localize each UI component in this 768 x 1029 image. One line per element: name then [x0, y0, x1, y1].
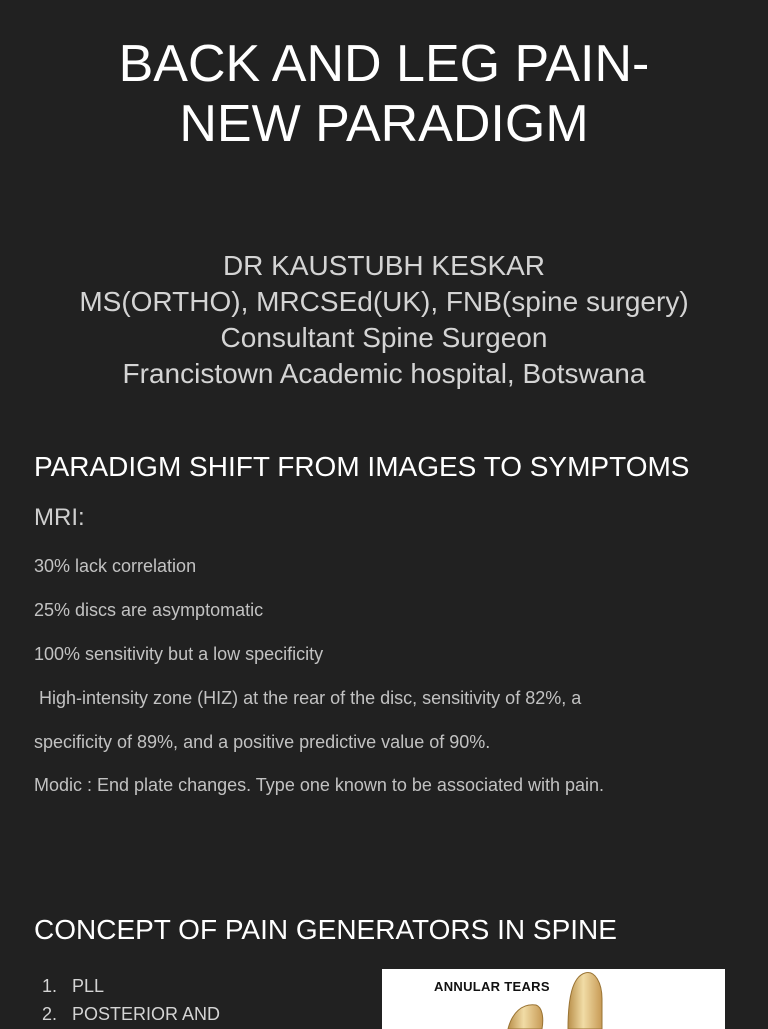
author-block: [0, 248, 768, 392]
bullet-point: 25% discs are asymptomatic: [34, 600, 264, 620]
author-qualifications: MS(ORTHO), MRCSEd(UK), FNB(spine surgery): [79, 286, 689, 317]
bullet-point: 30% lack correlation: [34, 556, 197, 576]
slide-title-line: BACK AND LEG PAIN-: [118, 35, 650, 93]
slide-title-line: NEW PARADIGM: [179, 95, 589, 153]
vertebra-shape: [508, 1005, 543, 1029]
section-heading-paradigm-shift: PARADIGM SHIFT FROM IMAGES TO SYMPTOMS: [34, 451, 690, 482]
section-heading-pain-generators: CONCEPT OF PAIN GENERATORS IN SPINE: [34, 914, 617, 945]
pain-generator-list: [42, 972, 220, 1028]
author-position: Consultant Spine Surgeon: [220, 322, 548, 353]
bullet-point: specificity of 89%, and a positive predictive value of 90%.: [34, 732, 491, 752]
spine-illustration: [382, 969, 725, 1029]
list-item-text: POSTERIOR AND: [72, 1004, 221, 1024]
list-item-number: 2.: [42, 1004, 58, 1024]
author-affiliation: Francistown Academic hospital, Botswana: [122, 358, 646, 389]
bullet-point: High-intensity zone (HIZ) at the rear of the disc, sensitivity of 82%, a: [34, 688, 582, 708]
section-subheading-mri: MRI:: [34, 504, 85, 531]
annular-tears-figure: [382, 969, 725, 1029]
bullet-point: 100% sensitivity but a low specificity: [34, 644, 324, 664]
list-item-number: 1.: [42, 976, 58, 996]
vertebra-shape: [568, 973, 602, 1029]
list-item-text: PLL: [72, 976, 105, 996]
figure-caption: ANNULAR TEARS: [434, 979, 550, 994]
list-item: [42, 972, 220, 1000]
author-name: DR KAUSTUBH KESKAR: [222, 250, 546, 281]
slide-title: [0, 34, 768, 154]
bullet-point: Modic : End plate changes. Type one known to be associated with pain.: [34, 775, 605, 795]
